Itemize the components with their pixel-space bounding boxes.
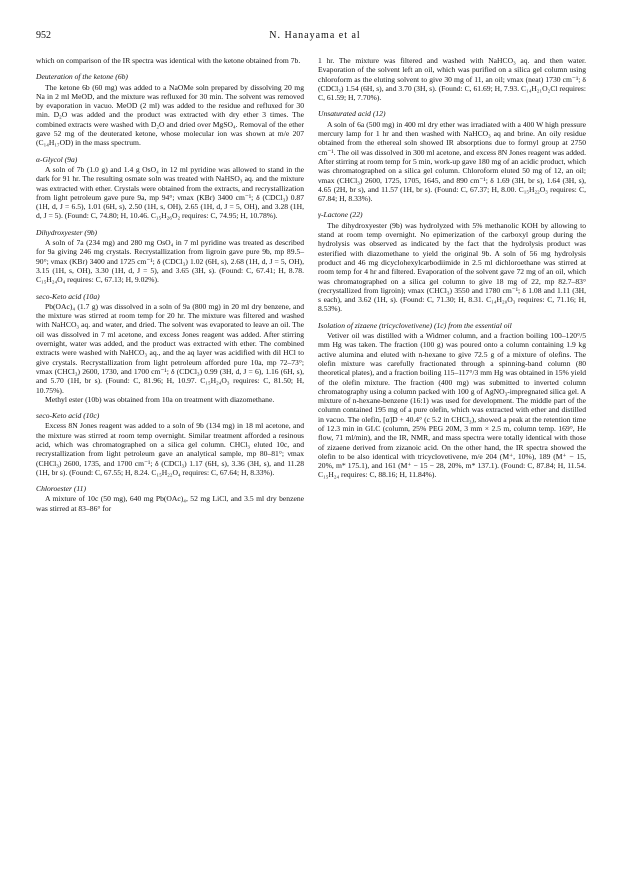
section-title: Chloroester (11): [36, 484, 86, 494]
section-paragraph: Methyl ester (10b) was obtained from 10a on treatment with diazomethane.: [45, 394, 275, 404]
section-title: Dihydroxyester (9b): [36, 227, 98, 237]
right-column: [318, 56, 586, 480]
right-intro: 1 hr. The mixture was filtered and washed with NaHCO₃ aq. and then water. Evaporation of the solvent left an oil, which was purified on a silica gel column using chloroform as the eluting solvent to give 30 mg of 11, an oil; νmax (neat) 1730 cm⁻¹; δ (CDCl₃) 1.54 (6H, s), and 3.70 (3H, s). (Found: C, 61.69; H, 7.93. C₁₄H₂₁O₂Cl requires: C, 61.59; H, 7.70%).: [318, 56, 586, 103]
section-paragraph: A soln of 6a (500 mg) in 400 ml dry ether was irradiated with a 400 W high pressure mercury lamp for 1 hr and then washed with NaHCO₃ aq and brine. An oily residue obtained from the ethereal soln showed IR absorptions due to formyl group at 2750 cm⁻¹. The oil was dissolved in 300 ml acetone, and excess 8N Jones reagent was added. After stirring at room temp for 5 min, work-up gave 180 mg of an acidic product, which was chromatographed on a silica gel column. Chloroform eluted 50 mg of 12, an oil; νmax (CHCl₃) 2600, 1725, 1705, 1645, and 890 cm⁻¹; δ 1.69 (3H, br s), 1.64 (3H, s), 4.65 (2H, br s), and 11.57 (1H, br s). (Found: C, 67.37; H, 8.00. C₁₅H₂₂O₃ requires: C, 67.84; H, 8.33%).: [318, 119, 586, 204]
left-column: [36, 56, 304, 513]
left-intro: which on comparison of the IR spectra was identical with the ketone obtained from 7b.: [36, 56, 301, 65]
section-paragraph: The ketone 6b (60 mg) was added to a NaOMe soln prepared by dissolving 20 mg Na in 2 ml MeOD, and the mixture was refluxed for 30 min. The solvent was removed by evaporation in vacuo. MeOD (2 ml) was added to the residue and refluxed for 30 min. D₂O was added and the product was extracted with dry ether 3 times. The combined extracts were washed with D₂O and dried over MgSO₄. Removal of the ether gave 52 mg of the deuterated ketone, whose molecular ion was shown at m/e 207 (C₁₄H₁₇OD) in the mass spectrum.: [36, 82, 304, 148]
section-title: seco-Keto acid (10a): [36, 291, 100, 301]
section-title: Unsaturated acid (12): [318, 109, 386, 119]
section-title: α-Glycol (9a): [36, 154, 78, 164]
section-title: seco-Keto acid (10c): [36, 411, 100, 421]
page-number: 952: [36, 30, 51, 41]
section-paragraph: Vetiver oil was distilled with a Widmer column, and a fraction boiling 100–120°/5 mm Hg was taken. The fraction (100 g) was poured onto a column containing 1.9 kg active alumina and eluted with n-hexane to give 72.5 g of a mixture of olefins. The olefin mixture was carefully fractionated through a spinning-band column (80 theoretical plates), and a fraction boiling 115–117°/3 mm Hg was obtained in 15% yield of the olefin mixture. The fraction (400 mg) was submitted to inverted column chromatography using a column packed with 100 g of AgNO₃-impregnated silica gel. A mixture of n-hexane-benzene (16:1) was used for development. The middle part of the column contained 195 mg of a pure olefin, which was extracted with ether and distilled in vacuo. The olefin, [α]D + 40.4° (c 5.2 in CHCl₃), showed a peak at the retention time of 12.3 min in GLC (column, 25% PEG 20M, 3 mm × 2.5 m, column temp. 169°, He flow, 71 ml/min), and the IR, NMR, and mass spectra were totally identical with those of zizaene derived from zizanoic acid. On the other hand, the IR spectra showed the olefin to be also identical with tricyclovetivene, m/e 204 (M⁺, 10%), 189 (M⁺ − 15, 20%, m* 175.1), and 161 (M⁺ − 15 − 28, 20%, m* 137.1). (Found: C, 87.84; H, 11.54. C₁₅H₂₄ requires: C, 88.16; H, 11.84%).: [318, 331, 586, 480]
running-title: N. Hanayama et al: [269, 30, 361, 41]
section-paragraph: A soln of 7a (234 mg) and 280 mg OsO₄ in 7 ml pyridine was treated as described for 9a giving 246 mg crystals. Recrystallization from ligroin gave pure 9b, mp 89.5–90°; νmax (KBr) 3400 and 1725 cm⁻¹; δ (CDCl₃) 1.02 (6H, s), 2.68 (1H, d, J = 5, OH), 3.15 (1H, s, OH), 3.30 (1H, d, J = 5), and 3.65 (3H, s). (Found: C, 67.41; H, 8.78. C₁₅H₂₄O₄ requires: C, 67.13; H, 9.02%).: [36, 238, 304, 285]
section-paragraph: The dihydroxyester (9b) was hydrolyzed with 5% methanolic KOH by allowing to stand at room temp overnight. No epimerization of the carboxyl group during the hydrolysis was observed as indicated by the fact that the hydrolysis product was esterified with diazomethane to yield the original 9b. A soln of 56 mg hydrolysis product and 46 mg dicyclohexylcarbodiimide in 2.5 ml dichloroethane was stirred at room temp for 4 hr and filtered. Evaporation of the solvent gave 72 mg of an oil, which was chromatographed on a silica gel column to give 18 mg of 22, mp 82.7–83° (recrystallized from ligroin); νmax (CHCl₃) 3550 and 1780 cm⁻¹; δ 1.08 and 1.11 (3H, s each), and 3.62 (1H, s). (Found: C, 71.30; H, 8.31. C₁₄H₂₀O₃ requires: C, 71.16; H, 8.53%).: [318, 220, 586, 314]
page-header: [36, 30, 594, 44]
section-title: Isolation of zizaene (tricyclovetivene) (1c) from the essential oil: [318, 320, 512, 330]
section-title: γ-Lactone (22): [318, 210, 363, 220]
section-paragraph: Pb(OAc)₄ (1.7 g) was dissolved in a soln of 9a (800 mg) in 20 ml dry benzene, and the mixture was stirred at room temp for 20 hr. The mixture was filtered and washed with NaHCO₃ aq. and water, and dried. The solvent was evaporated to leave an oil. The oil was dissolved in 7 ml acetone, and excess Jones reagent was added. After stirring overnight, water was added, and the product was extracted with ether. The combined extracts were washed with NaHCO₃ aq., and the aq layer was acidified with dil HCl to give crystals. Recrystallization from light petroleum afforded pure 10a, mp 72–73°; νmax (CHCl₃) 2600, 1730, and 1700 cm⁻¹; δ (CDCl₃) 0.99 (3H, d, J = 6), 1.16 (6H, s), and 5.70 (1H, br s). (Found: C, 81.96; H, 10.97. C₁₅H₂₄O₃ requires: C, 81.50; H, 10.75%).: [36, 301, 304, 395]
section-paragraph: Excess 8N Jones reagent was added to a soln of 9b (134 mg) in 18 ml acetone, and the mixture was stirred at room temp overnight. Similar treatment afforded a resinous acid, which was chromatographed on a silica gel column. CHCl₃ eluted 10c, and recrystallization from light petroleum gave an analytical sample, mp 80–81°; νmax (CHCl₃) 2600, 1735, and 1700 cm⁻¹; δ (CDCl₃) 1.17 (6H, s), 3.36 (3H, s), and 11.28 (1H, br s). (Found: C, 67.55; H, 8.24. C₁₅H₂₂O₄ requires: C, 67.64; H, 8.33%).: [36, 421, 304, 477]
section-paragraph: A soln of 7b (1.0 g) and 1.4 g OsO₄ in 12 ml pyridine was allowed to stand in the dark for 91 hr. The resulting osmate soln was treated with NaHSO₃ aq. and the mixture was extracted with ether. Crystals were obtained from the extracts, and recrystallization from light petroleum gave pure 9a, mp 94°; νmax (KBr) 3400 cm⁻¹; δ (CDCl₃) 0.87 (1H, d, J = 6.5), 1.01 (6H, s), 2.50 (1H, s, OH), 2.65 (1H, d, J = 5, OH), and 3.28 (1H, d, J = 5). (Found: C, 74.80; H, 10.46. C₁₅H₂₆O₂ requires: C, 74.95; H, 10.78%).: [36, 164, 304, 221]
section-paragraph: A mixture of 10c (50 mg), 640 mg Pb(OAc)₄, 52 mg LiCl, and 3.5 ml dry benzene was stirred at 83–86° for: [36, 494, 304, 513]
section-title: Deuteration of the ketone (6b): [36, 72, 128, 82]
